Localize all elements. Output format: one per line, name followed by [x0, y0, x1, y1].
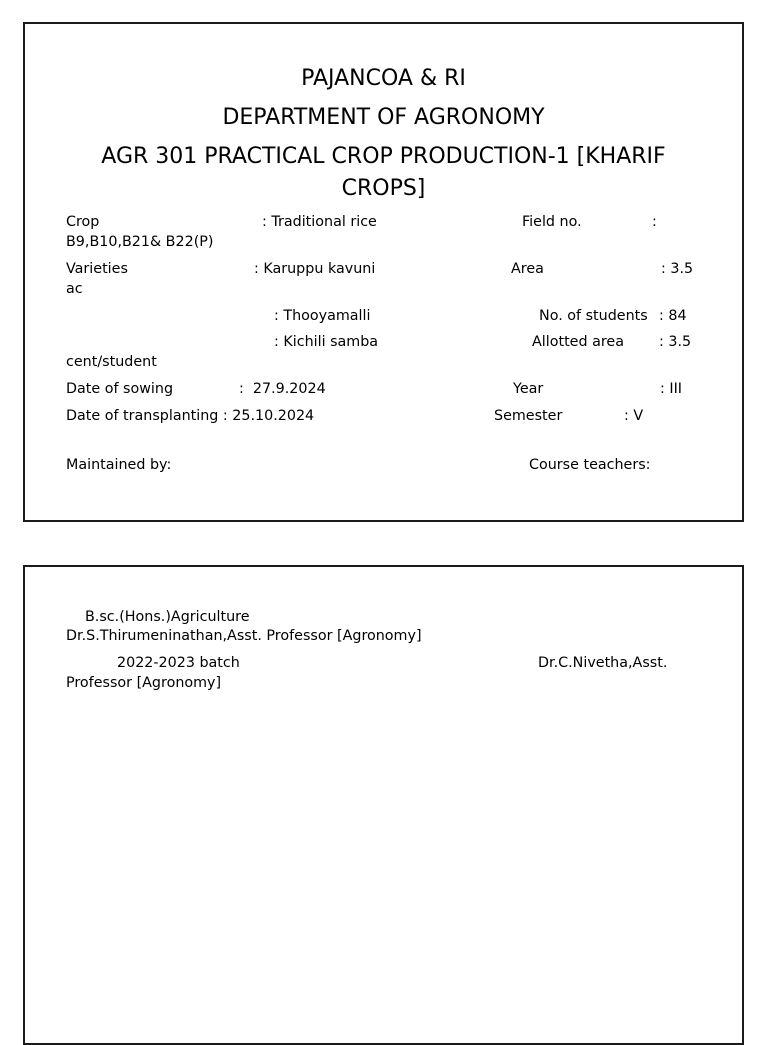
students-label: No. of students [539, 308, 648, 324]
document-page-2 [23, 565, 744, 1045]
institution-title: PAJANCOA & RI [301, 66, 466, 91]
teacher-2-title: Professor [Agronomy] [66, 675, 222, 691]
year-value: : III [660, 381, 683, 397]
year-label: Year [513, 381, 544, 397]
variety-1: : Karuppu kavuni [254, 261, 376, 277]
field-no-value: B9,B10,B21& B22(P) [66, 234, 214, 250]
semester-value: : V [624, 408, 644, 424]
crop-label: Crop [66, 214, 100, 230]
students-value: : 84 [659, 308, 687, 324]
teacher-2-name: Dr.C.Nivetha,Asst. [538, 655, 668, 671]
batch-text: 2022-2023 batch [117, 655, 240, 671]
transplanting-date: Date of transplanting : 25.10.2024 [66, 408, 315, 424]
crop-value: : Traditional rice [262, 214, 377, 230]
variety-2: : Thooyamalli [274, 308, 371, 324]
course-title-line2: CROPS] [341, 176, 426, 201]
allotted-area-unit: cent/student [66, 354, 157, 370]
maintained-by-label: Maintained by: [66, 457, 172, 473]
sowing-label: Date of sowing [66, 381, 174, 397]
document-page-1 [23, 22, 744, 522]
semester-label: Semester [494, 408, 563, 424]
department-title: DEPARTMENT OF AGRONOMY [222, 105, 545, 130]
field-no-label: Field no. [522, 214, 582, 230]
teacher-1: Dr.S.Thirumeninathan,Asst. Professor [Agronomy] [66, 628, 422, 644]
course-title-line1: AGR 301 PRACTICAL CROP PRODUCTION-1 [KHARIF [101, 144, 666, 169]
degree-text: B.sc.(Hons.)Agriculture [85, 609, 250, 625]
varieties-label: Varieties [66, 261, 128, 277]
area-label: Area [511, 261, 544, 277]
allotted-area-value: : 3.5 [659, 334, 692, 350]
field-no-colon: : [652, 214, 657, 230]
variety-3: : Kichili samba [274, 334, 379, 350]
area-value: : 3.5 [661, 261, 694, 277]
allotted-area-label: Allotted area [532, 334, 624, 350]
sowing-value: : 27.9.2024 [239, 381, 326, 397]
course-teachers-label: Course teachers: [529, 457, 651, 473]
area-unit: ac [66, 281, 83, 297]
